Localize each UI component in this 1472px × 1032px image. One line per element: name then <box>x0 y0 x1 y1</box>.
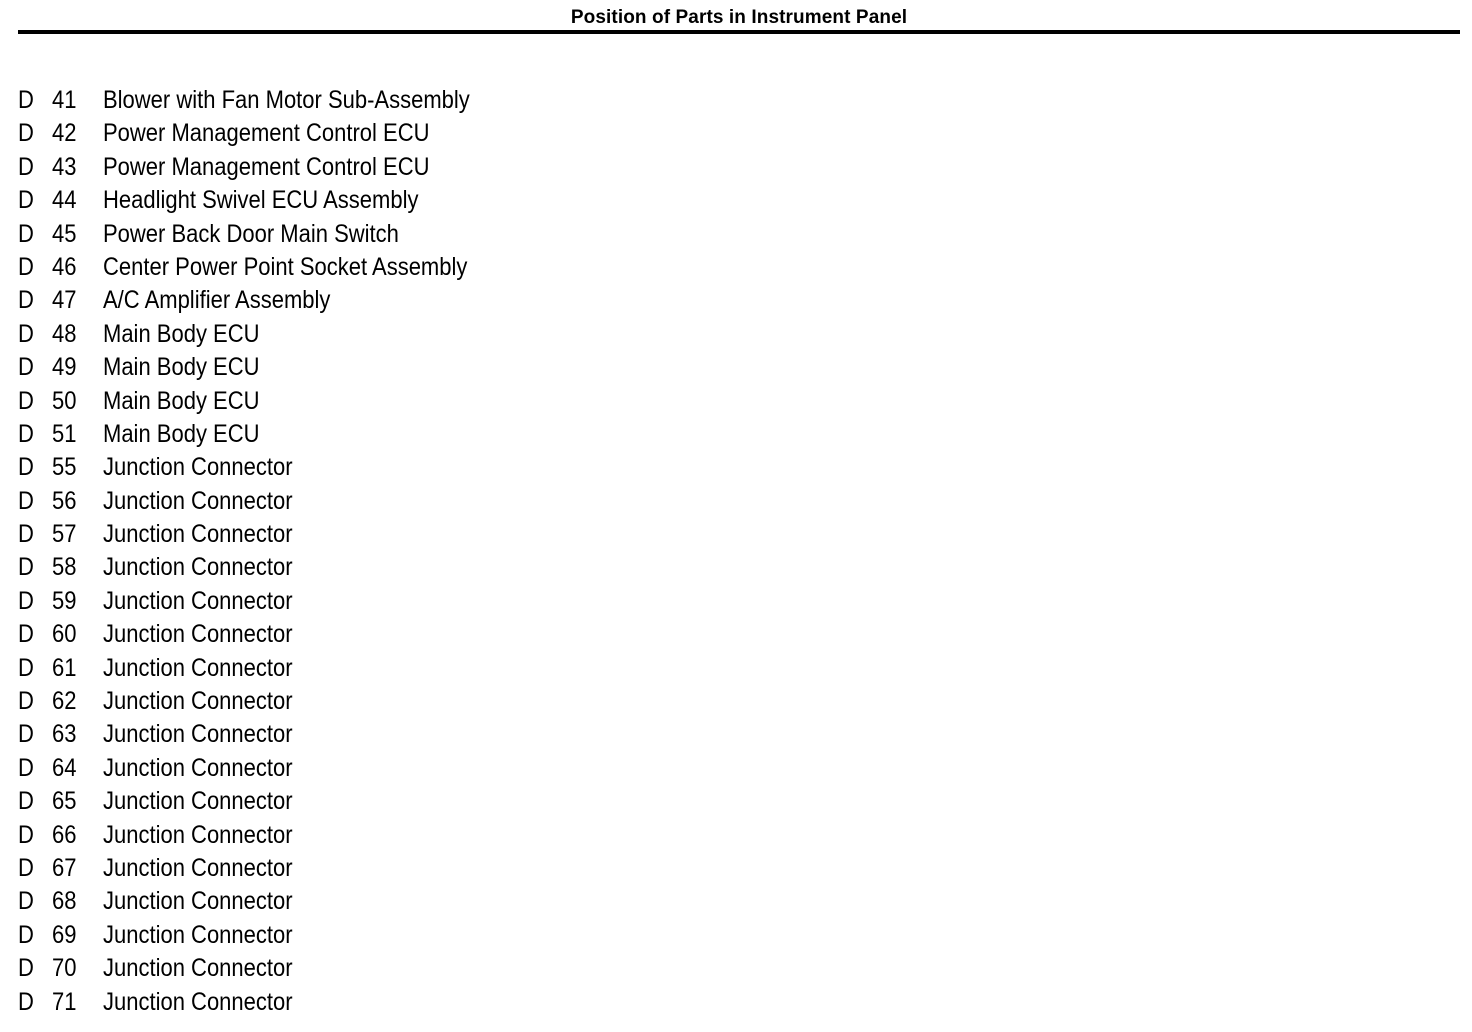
page-title: Position of Parts in Instrument Panel <box>570 7 908 28</box>
part-number: 57 <box>52 520 77 549</box>
part-prefix: D <box>18 987 34 1016</box>
part-prefix: D <box>18 453 34 482</box>
part-prefix: D <box>18 920 34 949</box>
list-item <box>0 852 700 885</box>
parts-list <box>0 84 700 1019</box>
part-number: 43 <box>52 152 77 181</box>
part-number: 68 <box>52 887 77 916</box>
part-prefix: D <box>18 687 34 716</box>
list-item <box>0 652 700 685</box>
list-item <box>0 117 700 150</box>
part-number: 46 <box>52 252 77 281</box>
list-item <box>0 551 700 584</box>
part-number: 51 <box>52 419 77 448</box>
part-name: Junction Connector <box>103 653 293 682</box>
list-item <box>0 986 700 1019</box>
list-item <box>0 251 700 284</box>
part-number: 44 <box>52 186 77 215</box>
part-name: Junction Connector <box>103 687 293 716</box>
part-number: 64 <box>52 753 77 782</box>
list-item <box>0 518 700 551</box>
list-item <box>0 952 700 985</box>
part-name: Junction Connector <box>103 987 293 1016</box>
part-name: Junction Connector <box>103 520 293 549</box>
part-name: Center Power Point Socket Assembly <box>103 252 468 281</box>
list-item <box>0 718 700 751</box>
part-number: 62 <box>52 687 77 716</box>
part-name: Junction Connector <box>103 954 293 983</box>
part-prefix: D <box>18 520 34 549</box>
part-prefix: D <box>18 219 34 248</box>
part-number: 63 <box>52 720 77 749</box>
part-name: A/C Amplifier Assembly <box>103 286 331 315</box>
list-item <box>0 151 700 184</box>
list-item <box>0 819 700 852</box>
list-item <box>0 485 700 518</box>
part-number: 55 <box>52 453 77 482</box>
part-name: Junction Connector <box>103 920 293 949</box>
part-prefix: D <box>18 820 34 849</box>
part-prefix: D <box>18 353 34 382</box>
part-name: Junction Connector <box>103 753 293 782</box>
part-name: Junction Connector <box>103 620 293 649</box>
part-name: Junction Connector <box>103 887 293 916</box>
part-name: Main Body ECU <box>103 419 260 448</box>
part-prefix: D <box>18 586 34 615</box>
part-name: Junction Connector <box>103 720 293 749</box>
part-name: Blower with Fan Motor Sub-Assembly <box>103 86 470 114</box>
part-number: 69 <box>52 920 77 949</box>
part-name: Main Body ECU <box>103 319 260 348</box>
list-item <box>0 218 700 251</box>
part-name: Junction Connector <box>103 586 293 615</box>
part-prefix: D <box>18 853 34 882</box>
list-item <box>0 752 700 785</box>
part-number: 48 <box>52 319 77 348</box>
part-number: 60 <box>52 620 77 649</box>
part-number: 71 <box>52 987 77 1016</box>
list-item <box>0 585 700 618</box>
part-prefix: D <box>18 553 34 582</box>
part-number: 41 <box>52 86 77 114</box>
part-prefix: D <box>18 887 34 916</box>
part-name: Main Body ECU <box>103 353 260 382</box>
part-number: 59 <box>52 586 77 615</box>
part-number: 42 <box>52 119 77 148</box>
part-number: 49 <box>52 353 77 382</box>
part-name: Junction Connector <box>103 486 293 515</box>
list-item <box>0 919 700 952</box>
part-prefix: D <box>18 319 34 348</box>
list-item <box>0 84 700 117</box>
part-prefix: D <box>18 286 34 315</box>
part-prefix: D <box>18 386 34 415</box>
title-divider <box>18 30 1460 34</box>
part-name: Main Body ECU <box>103 386 260 415</box>
part-name: Junction Connector <box>103 787 293 816</box>
list-item <box>0 284 700 317</box>
part-name: Junction Connector <box>103 553 293 582</box>
part-number: 50 <box>52 386 77 415</box>
part-name: Power Back Door Main Switch <box>103 219 399 248</box>
list-item <box>0 618 700 651</box>
part-number: 56 <box>52 486 77 515</box>
part-name: Power Management Control ECU <box>103 152 430 181</box>
part-prefix: D <box>18 252 34 281</box>
list-item <box>0 318 700 351</box>
part-prefix: D <box>18 720 34 749</box>
list-item <box>0 385 700 418</box>
list-item <box>0 184 700 217</box>
part-number: 61 <box>52 653 77 682</box>
list-item <box>0 451 700 484</box>
part-name: Junction Connector <box>103 820 293 849</box>
part-prefix: D <box>18 119 34 148</box>
part-prefix: D <box>18 486 34 515</box>
part-number: 70 <box>52 954 77 983</box>
part-prefix: D <box>18 753 34 782</box>
part-prefix: D <box>18 620 34 649</box>
part-prefix: D <box>18 419 34 448</box>
list-item <box>0 685 700 718</box>
part-prefix: D <box>18 787 34 816</box>
part-number: 58 <box>52 553 77 582</box>
part-name: Power Management Control ECU <box>103 119 430 148</box>
part-number: 45 <box>52 219 77 248</box>
part-number: 65 <box>52 787 77 816</box>
list-item <box>0 351 700 384</box>
part-prefix: D <box>18 186 34 215</box>
part-prefix: D <box>18 653 34 682</box>
list-item <box>0 418 700 451</box>
part-number: 47 <box>52 286 77 315</box>
part-name: Headlight Swivel ECU Assembly <box>103 186 419 215</box>
part-prefix: D <box>18 86 34 114</box>
part-name: Junction Connector <box>103 853 293 882</box>
list-item <box>0 885 700 918</box>
part-number: 67 <box>52 853 77 882</box>
part-prefix: D <box>18 152 34 181</box>
part-prefix: D <box>18 954 34 983</box>
part-name: Junction Connector <box>103 453 293 482</box>
list-item <box>0 785 700 818</box>
part-number: 66 <box>52 820 77 849</box>
